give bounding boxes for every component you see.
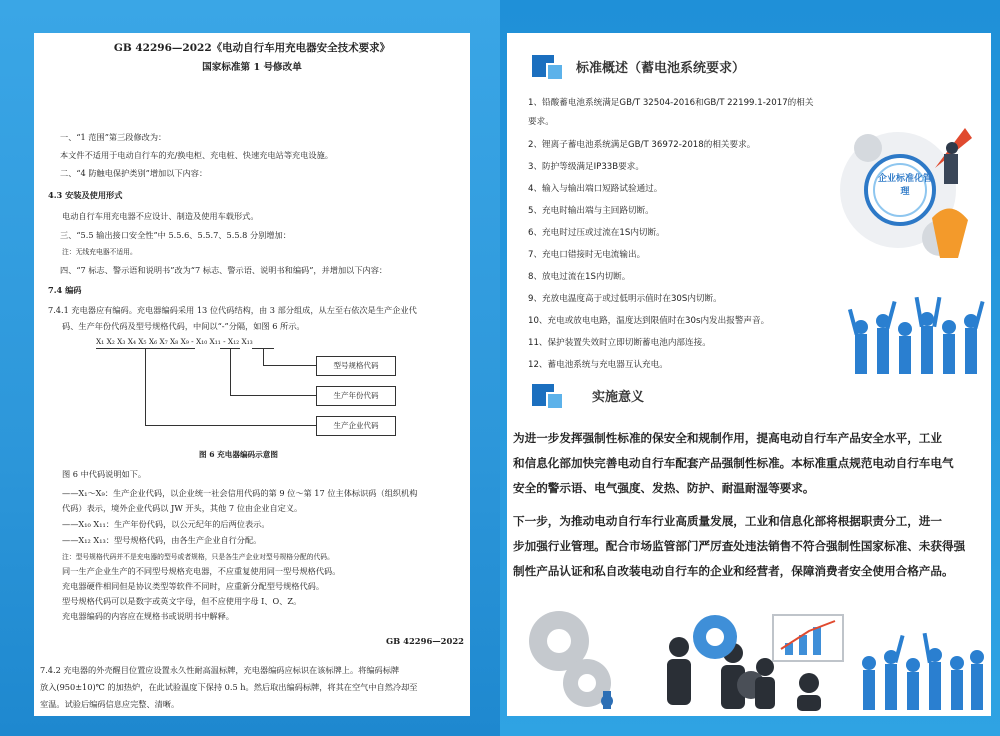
explain-note: 注：型号规格代码并不是充电器的型号或者规格，只是各生产企业对型号规格分配的代码。: [62, 553, 334, 561]
paragraph-line: 下一步，为推动电动自行车行业高质量发展，工业和信息化部将根据职责分工，进一: [513, 514, 942, 528]
explain-line: 充电器编码的内容应在规格书或说明书中解释。: [62, 611, 234, 621]
overview-page: [507, 33, 991, 716]
explain-line: 代码）表示，境外企业代码以 JW 开头，其他 7 位由企业自定义。: [62, 503, 303, 513]
requirement-item: 1、铅酸蓄电池系统满足GB/T 32504-2016和GB/T 22199.1-2017的相关: [528, 98, 814, 108]
requirement-item: 5、充电时输出端与主回路切断。: [528, 206, 654, 216]
code-string: X₁ X₂ X₃ X₄ X₅ X₆ X₇ X₈ X₉ - X₁₀ X₁₁ - X₁₂ X₁₃: [96, 337, 253, 346]
box-model-code: 型号规格代码: [316, 356, 396, 376]
doc-line: 一、“1 范围”第三段修改为：: [60, 132, 167, 142]
tail-line: 7.4.2 充电器的外壳醒目位置应设置永久性耐高温标牌，充电器编码应标识在该标牌上。将编码标牌: [40, 665, 400, 675]
connector-model-v: [263, 349, 264, 365]
requirement-item: 2、锂离子蓄电池系统满足GB/T 36972-2018的相关要求。: [528, 140, 756, 150]
requirement-item: 10、充电或放电电路，温度达到限值时在30s内发出报警声音。: [528, 316, 770, 326]
paragraph-1: [513, 426, 983, 501]
tail-line: 放入(950±10)℃ 的加热炉，在此试验温度下保持 0.5 h。然后取出编码标牌，将其在空气中自然冷却至: [40, 682, 418, 692]
doc-line: 三、“5.5 输出接口安全性”中 5.5.6、5.5.7、5.5.8 分别增加：: [60, 230, 291, 240]
requirement-item: 要求。: [528, 117, 554, 127]
doc-line: 本文件不适用于电动自行车的充/换电柜、充电桩、快速充电站等充电设施。: [60, 150, 333, 160]
requirement-item: 9、充放电温度高于或过低明示值时在30S内切断。: [528, 294, 722, 304]
doc-heading: 4.3 安装及使用形式: [48, 190, 123, 200]
requirement-item: 12、蓄电池系统与充电器互认充电。: [528, 360, 668, 370]
paragraph-2: [513, 509, 983, 584]
box-enterprise-code: 生产企业代码: [316, 416, 396, 436]
cheering-crowd-image: [847, 291, 987, 377]
paragraph-line: 安全的警示语、电气强度、发热、防护、耐温耐湿等要求。: [513, 481, 815, 495]
standardization-badge-text: 企业标准化管理: [877, 174, 932, 197]
doc-note: 注：无线充电器不适用。: [62, 248, 137, 256]
explain-line: 型号规格代码可以是数字或英文字母，但不应使用字母 I、O、Z。: [62, 596, 302, 606]
requirement-item: 11、保护装置失效时立即切断蓄电池内部连接。: [528, 338, 711, 348]
doc-title-line1: GB 42296—2022《电动自行车用充电器安全技术要求》: [113, 42, 391, 54]
paragraph-line: 为进一步发挥强制性标准的保安全和规制作用，提高电动自行车产品安全水平，工业: [513, 431, 942, 445]
paragraph-line: 和信息化部加快完善电动自行车配套产品强制性标准。本标准重点规范电动自行车电气: [513, 456, 954, 470]
doc-heading: 7.4 编码: [48, 285, 82, 295]
requirement-item: 6、充电时过压或过流在1S内切断。: [528, 228, 665, 238]
doc-title-line2: 国家标准第 1 号修改单: [202, 62, 302, 73]
connector-enterprise-h: [145, 425, 316, 426]
paragraph-line: 步加强行业管理。配合市场监管部门严厉查处违法销售不符合强制性国家标准、未获得强: [513, 539, 966, 553]
amendment-document-page: [34, 33, 470, 716]
figure-caption: 图 6 充电器编码示意图: [199, 450, 278, 459]
squares-icon: [532, 49, 566, 83]
section-significance-title: 实施意义: [592, 389, 645, 405]
doc-line: 二、“4 防触电保护类别”增加以下内容：: [60, 168, 208, 178]
doc-line: 码、生产年份代码及型号规格代码，中间以“-”分隔，如图 6 所示。: [62, 321, 305, 331]
connector-year-v: [230, 349, 231, 395]
explain-line: ——X₁₂ X₁₃：型号规格代码，由各生产企业自行分配。: [62, 535, 262, 545]
requirement-item: 4、输入与输出端口短路试验通过。: [528, 184, 663, 194]
doc-line: 电动自行车用充电器不应设计、制造及使用车载形式。: [62, 211, 259, 221]
explain-line: ——X₁₀ X₁₁：生产年份代码，以公元纪年的后两位表示。: [62, 519, 270, 529]
doc-line: 7.4.1 充电器应有编码。充电器编码采用 13 位代码结构，由 3 部分组成，从左至右依次是生产企业代: [48, 305, 417, 315]
tail-line: 室温。试验后编码信息应完整、清晰。: [40, 699, 180, 709]
connector-year-h: [230, 395, 316, 396]
section-overview-header: [532, 49, 745, 83]
section-overview-title: 标准概述（蓄电池系统要求）: [576, 60, 746, 76]
section-significance-header: [532, 378, 644, 412]
explain-line: 图 6 中代码说明如下。: [62, 469, 147, 479]
requirement-item: 7、充电口错接时无电流输出。: [528, 250, 646, 260]
explain-line: 充电器硬件相同但是协议类型等软件不同时，应重新分配型号规格代码。: [62, 581, 325, 591]
connector-model-h: [263, 365, 316, 366]
paragraph-line: 制性产品认证和私自改装电动自行车的企业和经营者，保障消费者安全使用合格产品。: [513, 564, 954, 578]
explain-line: ——X₁～X₉：生产企业代码，以企业统一社会信用代码的第 9 位～第 17 位主体标识码（组织机构: [62, 488, 418, 498]
connector-enterprise-v: [145, 349, 146, 425]
squares-icon: [532, 378, 566, 412]
standard-number: GB 42296—2022: [386, 636, 464, 646]
business-gears-illustration: [519, 601, 989, 713]
requirement-item: 3、防护等级满足IP33B要求。: [528, 162, 644, 172]
doc-line: 四、“7 标志、警示语和说明书”改为“7 标志、警示语、说明书和编码”，并增加以下内容：: [60, 265, 388, 275]
requirement-item: 8、放电过流在1S内切断。: [528, 272, 631, 282]
explain-line: 同一生产企业生产的不同型号规格充电器，不应重复使用同一型号规格代码。: [62, 566, 341, 576]
box-year-code: 生产年份代码: [316, 386, 396, 406]
